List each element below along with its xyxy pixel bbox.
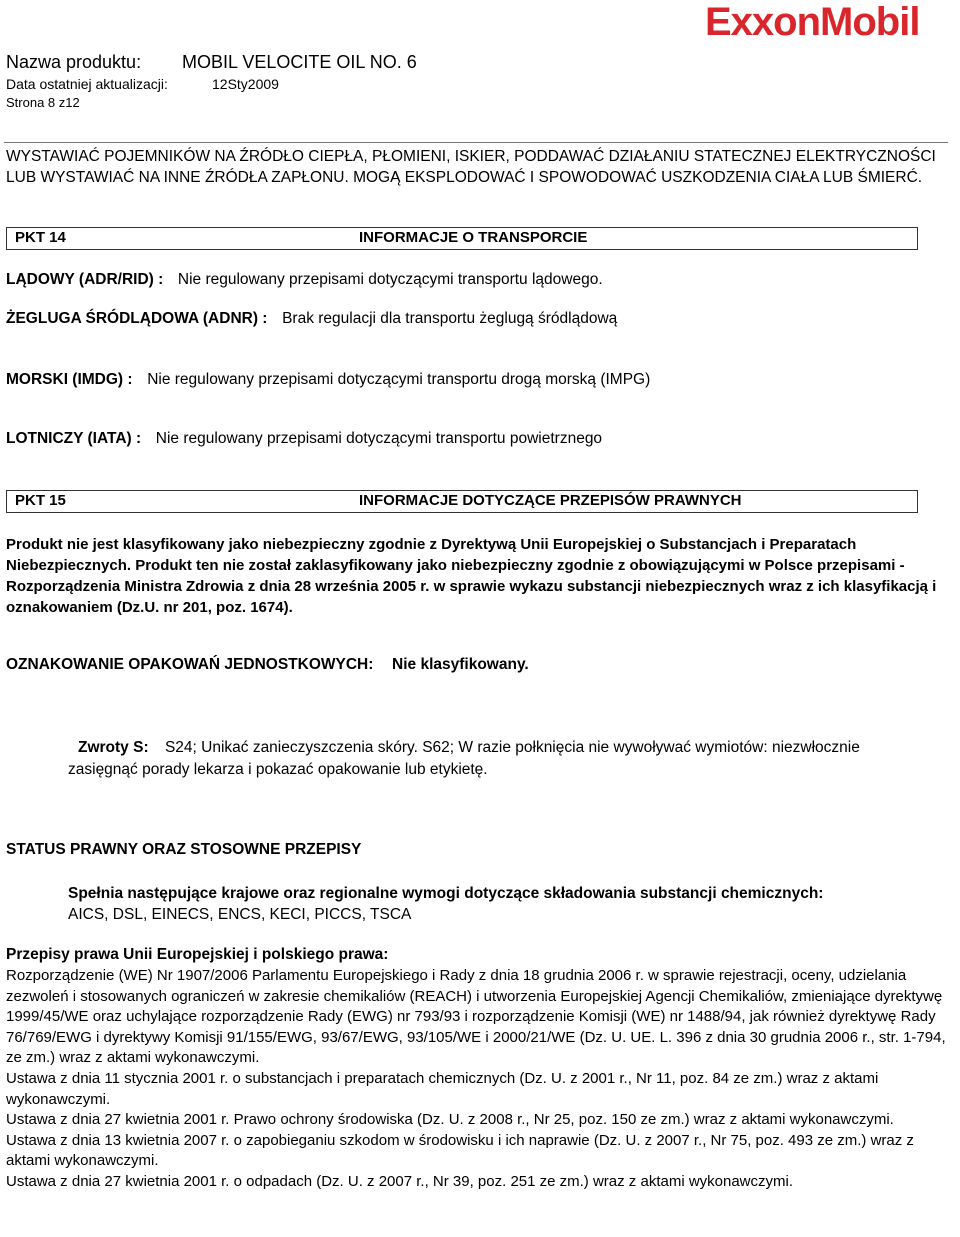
s-phrases-label: Zwroty S: <box>78 739 149 756</box>
labeling-value: Nie klasyfikowany. <box>392 656 529 673</box>
land-value: Nie regulowany przepisami dotyczącymi transportu lądowego. <box>177 271 603 288</box>
date-value: 12Sty2009 <box>212 76 279 92</box>
product-name-line <box>6 52 417 73</box>
regulation-item: Ustawa z dnia 27 kwietnia 2001 r. Prawo ochrony środowiska (Dz. U. z 2008 r., Nr 25, poz. 150 ze zm.) wraz z aktami wykonawczymi. <box>6 1111 894 1129</box>
air-label: LOTNICZY (IATA) : <box>6 430 142 447</box>
inventories-block <box>68 883 823 925</box>
transport-inland <box>6 310 617 328</box>
product-label: Nazwa produktu: <box>6 52 142 72</box>
status-heading: STATUS PRAWNY ORAZ STOSOWNE PRZEPISY <box>6 841 362 858</box>
section-14-title: INFORMACJE O TRANSPORCIE <box>359 229 588 246</box>
sea-label: MORSKI (IMDG) : <box>6 371 133 388</box>
section-14-number: PKT 14 <box>15 229 66 246</box>
handling-warning: WYSTAWIAĆ POJEMNIKÓW NA ŹRÓDŁO CIEPŁA, PŁOMIENI, ISKIER, PODDAWAĆ DZIAŁANIU STATECZNEJ ELEKTRYCZNOŚCI LUB WYSTAWIAĆ NA INNE ŹRÓDŁA ZAPŁONU. MOGĄ EKSPLODOWAĆ I SPOWODOWAĆ USZKODZENIA CIAŁA LUB ŚMIERĆ. <box>6 148 936 186</box>
s-phrases-value: S24; Unikać zanieczyszczenia skóry. S62; W razie połknięcia nie wywoływać wymiotów: niezwłocznie zasięgnąć porady lekarza i pokazać opakowanie lub etykietę. <box>68 739 860 778</box>
regulation-item: Ustawa z dnia 11 stycznia 2001 r. o substancjach i preparatach chemicznych (Dz. U. z 2001 r., Nr 11, poz. 84 ze zm.) wraz z aktami wykonawczymi. <box>6 1069 879 1108</box>
date-label: Data ostatniej aktualizacji: <box>6 76 168 92</box>
land-label: LĄDOWY (ADR/RID) : <box>6 271 164 288</box>
inventories-list: AICS, DSL, EINECS, ENCS, KECI, PICCS, TSCA <box>68 906 412 923</box>
inland-label: ŻEGLUGA ŚRÓDLĄDOWA (ADNR) : <box>6 310 268 327</box>
product-name: MOBIL VELOCITE OIL NO. 6 <box>182 52 417 72</box>
inventories-heading: Spełnia następujące krajowe oraz regionalne wymogi dotyczące składowania substancji chemicznych: <box>68 885 824 902</box>
section-15-title: INFORMACJE DOTYCZĄCE PRZEPISÓW PRAWNYCH <box>359 492 742 509</box>
header-divider <box>4 142 948 143</box>
exxonmobil-logo: ExxonMobil <box>705 0 920 44</box>
transport-land <box>6 271 603 289</box>
regulation-item: Ustawa z dnia 27 kwietnia 2001 r. o odpadach (Dz. U. z 2007 r., Nr 39, poz. 251 ze zm.) wraz z aktami wykonawczymi. <box>6 1172 794 1190</box>
classification-statement: Produkt nie jest klasyfikowany jako niebezpieczny zgodnie z Dyrektywą Unii Europejskiej o Substancjach i Preparatach Niebezpiecznych. Produkt ten nie został zaklasyfikowany jako niebezpieczny zgodnie z obowiązującymi w Polsce przepisami - Rozporządzenia Ministra Zdrowia z dnia 28 września 2005 r. w sprawie wykazu substancji niebezpiecznych wraz z ich klasyfikacją i oznakowaniem (Dz.U. nr 201, poz. 1674). <box>6 536 937 616</box>
transport-sea <box>6 371 650 389</box>
regulation-item: Rozporządzenie (WE) Nr 1907/2006 Parlamentu Europejskiego i Rady z dnia 18 grudnia 2006 r. w sprawie rejestracji, oceny, udzielania zezwoleń i stosowanych ograniczeń w zakresie chemikaliów (REACH) i utworzenia Europejskiej Agencji Chemikaliów, zmieniające dyrektywę 1999/45/WE oraz uchylające rozporządzenie Rady (EWG) nr 793/93 i rozporządzenie Komisji (WE) nr 1488/94, jak również dyrektywę Rady 76/769/EWG i dyrektywy Komisji 91/155/EWG, 93/67/EWG, 93/105/WE i 2000/21/WE (Dz. U. UE. L. 396 z dnia 30 grudnia 2006 r., str. 1-794, ze zm.) wraz z aktami wykonawczymi. <box>6 967 946 1067</box>
page-number: Strona 8 z12 <box>6 95 80 110</box>
s-phrases <box>68 737 928 781</box>
section-15-header <box>6 490 918 513</box>
eu-heading: Przepisy prawa Unii Europejskiej i polskiego prawa: <box>6 946 389 963</box>
inland-value: Brak regulacji dla transportu żeglugą śródlądową <box>282 310 618 327</box>
air-value: Nie regulowany przepisami dotyczącymi transportu powietrznego <box>155 430 603 447</box>
sea-value: Nie regulowany przepisami dotyczącymi transportu drogą morską (IMPG) <box>147 371 651 388</box>
regulation-item: Ustawa z dnia 13 kwietnia 2007 r. o zapobieganiu szkodom w środowisku i ich naprawie (Dz. U. z 2007 r., Nr 75, poz. 493 ze zm.) wraz z aktami wykonawczymi. <box>6 1131 914 1170</box>
labeling-label: OZNAKOWANIE OPAKOWAŃ JEDNOSTKOWYCH: <box>6 656 374 673</box>
eu-regulations <box>6 966 954 1193</box>
revision-date-line <box>6 76 279 92</box>
section-15-number: PKT 15 <box>15 492 66 509</box>
section-14-header <box>6 227 918 250</box>
labeling-line <box>6 656 529 674</box>
transport-air <box>6 430 602 448</box>
